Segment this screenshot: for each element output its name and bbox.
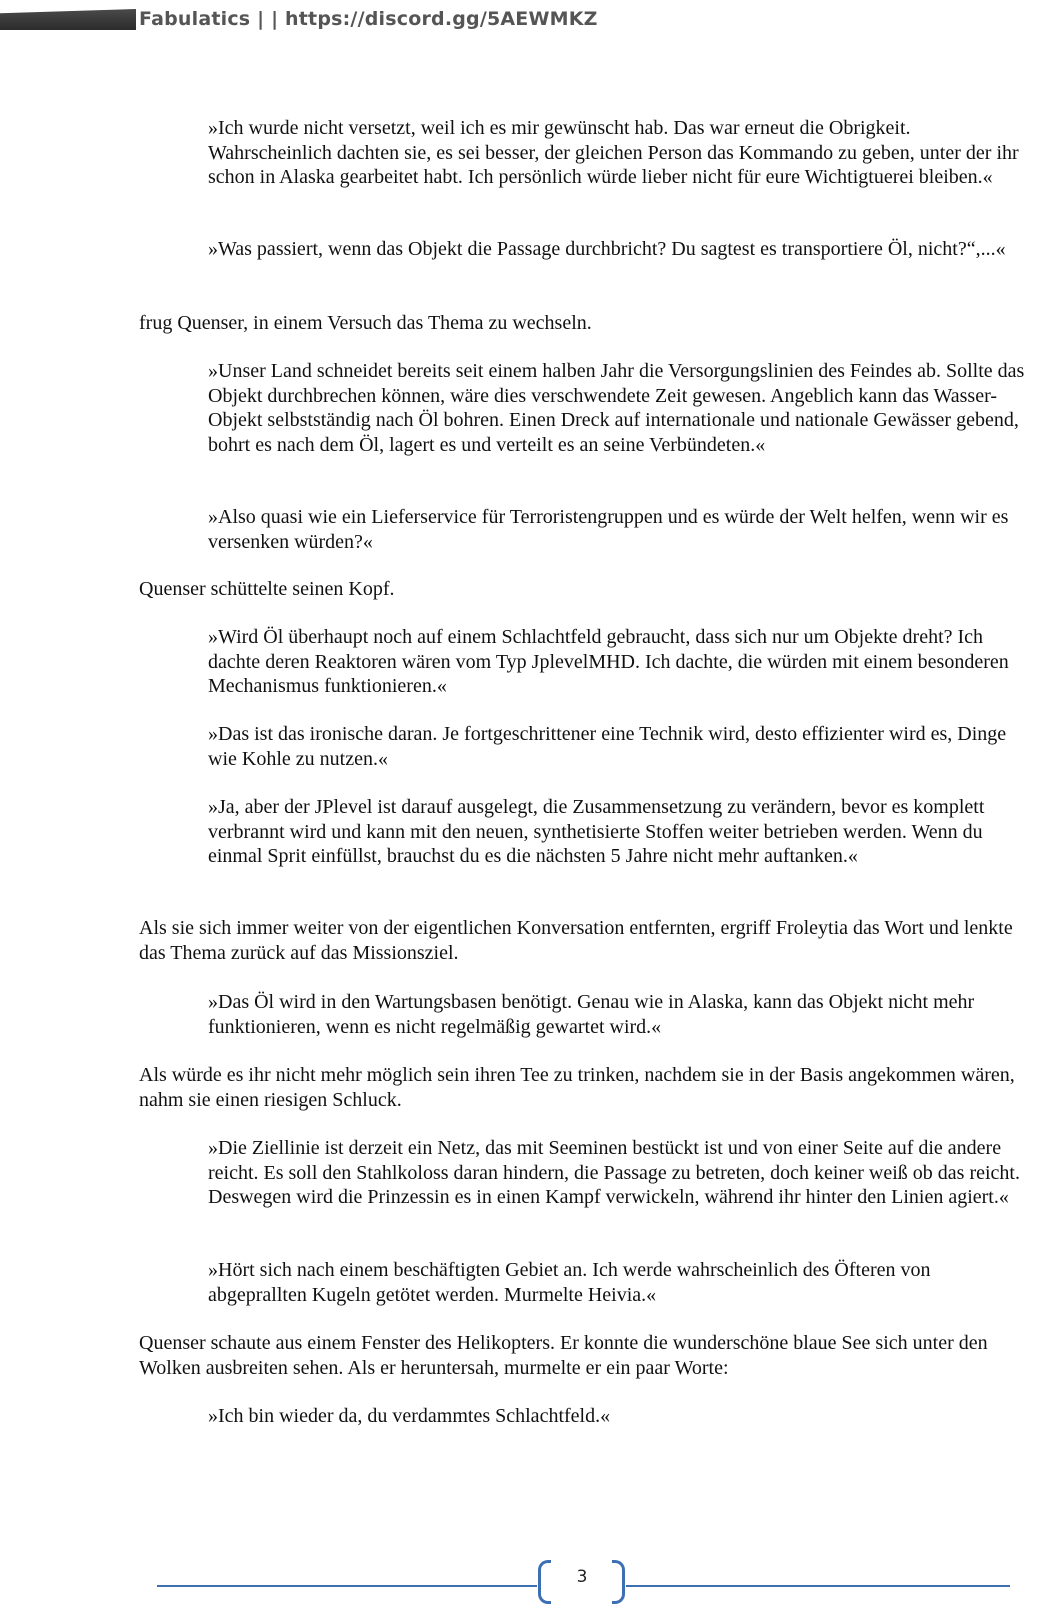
paragraph-5: »Also quasi wie ein Lieferservice für Terroristengruppen und es würde der Welt helfen, wenn wir es versenken würden?« [208, 506, 1009, 553]
page-number-bracket-right [612, 1560, 625, 1604]
paragraph-3: frug Quenser, in einem Versuch das Thema zu wechseln. [139, 312, 592, 334]
paragraph-7: »Wird Öl überhaupt noch auf einem Schlachtfeld gebraucht, dass sich nur um Objekte dreht? Ich dachte deren Reaktoren wären vom Typ JplevelMHD. Ich dachte, die würden mit einem besonderen Mechanismus funktionieren.« [208, 626, 1009, 697]
paragraph-15: Quenser schaute aus einem Fenster des Helikopters. Er konnte die wunderschöne blaue See sich unter den Wolken ausbreiten sehen. Als er heruntersah, murmelte er ein paar Worte: [139, 1332, 988, 1379]
footer-rule-right [626, 1585, 1010, 1587]
paragraph-8: »Das ist das ironische daran. Je fortgeschrittener eine Technik wird, desto effizienter wird es, Dinge wie Kohle zu nutzen.« [208, 723, 1007, 770]
paragraph-11: »Das Öl wird in den Wartungsbasen benötigt. Genau wie in Alaska, kann das Objekt nicht mehr funktionieren, wenn es nicht regelmäßig gewartet wird.« [208, 991, 975, 1038]
paragraph-2: »Was passiert, wenn das Objekt die Passage durchbricht? Du sagtest es transportiere Öl, nicht?“,...« [208, 238, 1006, 260]
paragraph-10: Als sie sich immer weiter von der eigentlichen Konversation entfernten, ergriff Froleytia das Wort und lenkte das Thema zurück auf das Missionsziel. [139, 917, 1013, 964]
paragraph-9: »Ja, aber der JPlevel ist darauf ausgelegt, die Zusammensetzung zu verändern, bevor es komplett verbrannt wird und kann mit den neuen, synthetisierte Stoffen weiter betrieben werden. Wenn du einmal Sprit einfüllst, brauchst du es die nächsten 5 Jahre nicht mehr auftanken.« [208, 796, 985, 867]
header-bar [0, 9, 136, 30]
footer-rule-left [157, 1585, 537, 1587]
paragraph-1: »Ich wurde nicht versetzt, weil ich es mir gewünscht hab. Das war erneut die Obrigkeit. Wahrscheinlich dachten sie, es sei besser, der gleichen Person das Kommando zu geben, unter der ihr schon in Alaska gearbeitet habt. Ich persönlich würde lieber nicht für eure Wichtigtuerei bleiben.« [208, 117, 1019, 188]
header-text: Fabulatics | | https://discord.gg/5AEWMKZ [139, 8, 598, 30]
paragraph-13: »Die Ziellinie ist derzeit ein Netz, das mit Seeminen bestückt ist und von einer Seite auf die andere reicht. Es soll den Stahlkoloss daran hindern, die Passage zu betreten, doch keiner weiß ob das reicht. Deswegen wird die Prinzessin es in einen Kampf verwickeln, während ihr hinter den Linien agiert.« [208, 1137, 1020, 1208]
paragraph-6: Quenser schüttelte seinen Kopf. [139, 578, 395, 600]
paragraph-12: Als würde es ihr nicht mehr möglich sein ihren Tee zu trinken, nachdem sie in der Basis angekommen wären, nahm sie einen riesigen Schluck. [139, 1064, 1015, 1111]
paragraph-16: »Ich bin wieder da, du verdammtes Schlachtfeld.« [208, 1405, 611, 1427]
paragraph-14: »Hört sich nach einem beschäftigten Gebiet an. Ich werde wahrscheinlich des Öfteren von abgeprallten Kugeln getötet werden. Murmelte Heivia.« [208, 1259, 931, 1306]
page-number: 3 [576, 1567, 588, 1587]
paragraph-4: »Unser Land schneidet bereits seit einem halben Jahr die Versorgungslinien des Feindes ab. Sollte das Objekt durchbrechen können, wäre dies verschwendete Zeit gewesen. Angeblich kann das Wasser-Objekt selbstständig nach Öl bohren. Einen Dreck auf internationale und nationale Gewässer gebend, bohrt es nach dem Öl, lagert es und verteilt es an seine Verbündeten.« [208, 360, 1025, 456]
